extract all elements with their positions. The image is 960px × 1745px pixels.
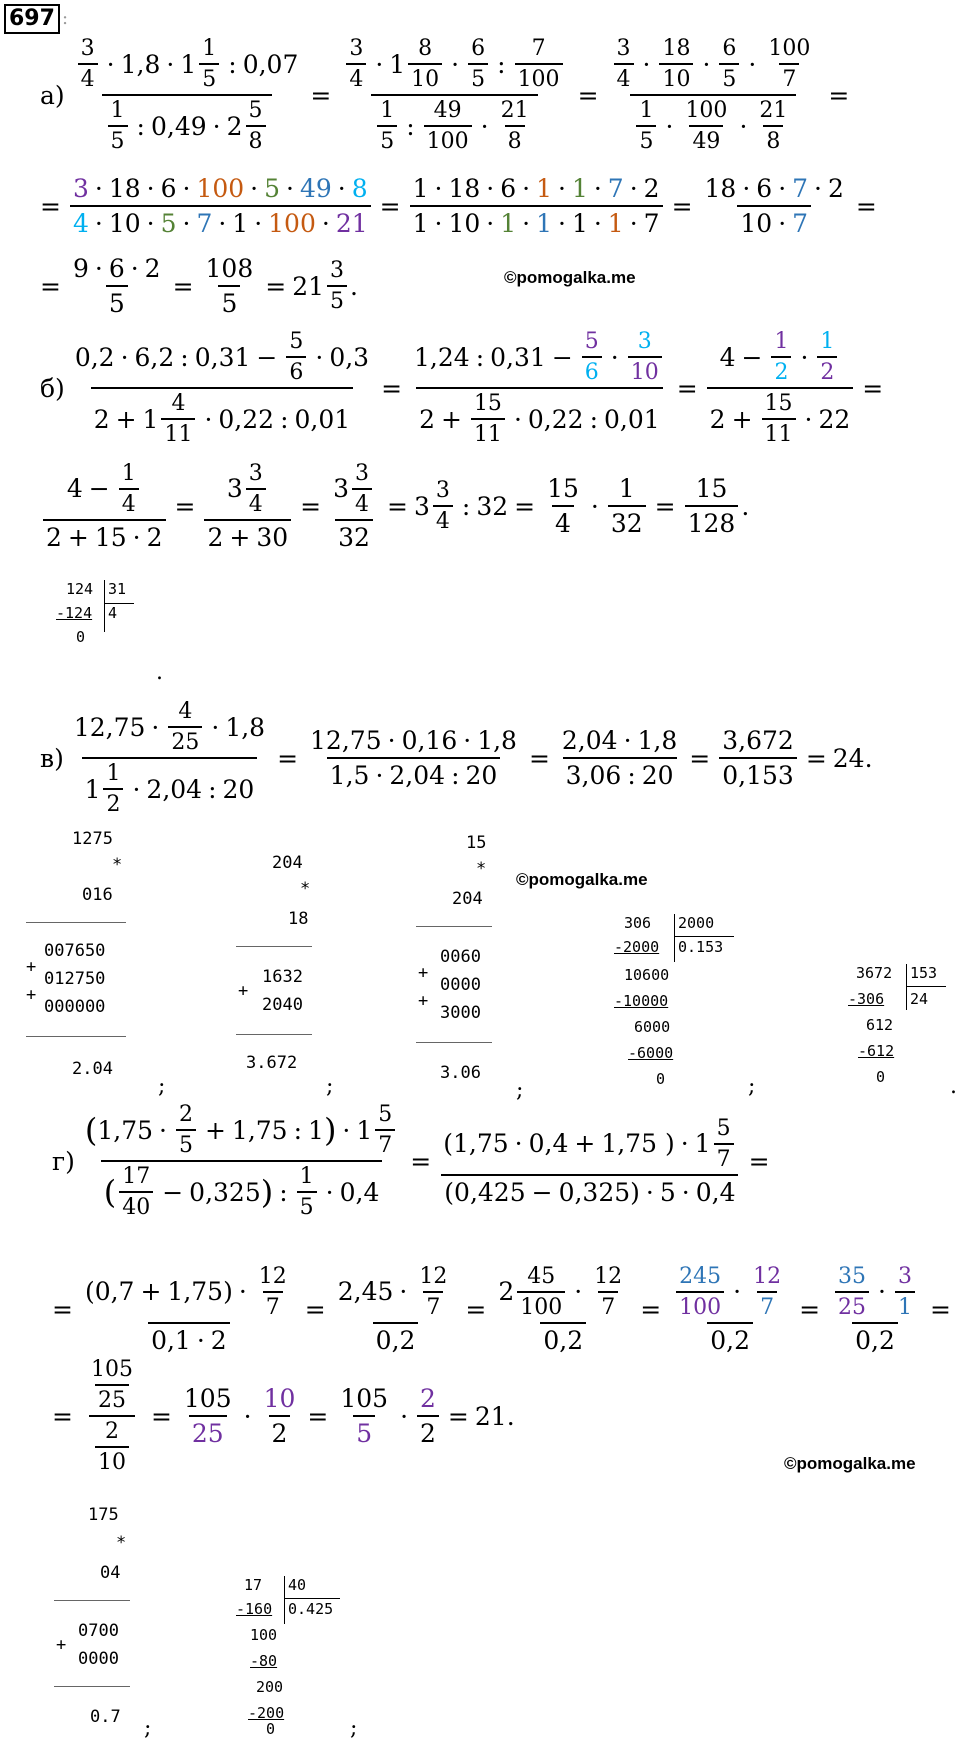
answer-b-num: 15 — [695, 474, 728, 503]
part-g-line3: = $\frac{\frac{105}{25}}{\frac{2}{10}}$ = $\frac{105}{25}$ · $\frac{10}{2}$ = $\frac{105}{5}$ · $\frac{2}{2}$ = 21 . — [52, 1357, 515, 1475]
mul4-b: 04 — [100, 1563, 121, 1583]
div2-dividend: 306 — [624, 914, 652, 932]
mul4-a: 175 — [88, 1505, 119, 1525]
mul3-r3: 3000 — [440, 1003, 481, 1023]
div3-rem: 0 — [876, 1068, 886, 1086]
part-a-line1: а) $\frac{3}{4}$ · 1,8 · 1 $\frac{1}{5}$ : 0,07 $\frac{1}{5}$ : 0,49 · 2 $\frac{5}{8}$ = $\frac{3}{4}$ · 1 $\frac{8}{10}$ · $\frac{6}{5}$ : $\frac{7}{100}$ $\frac{1}{5}$ : $\frac{49}{100}$ · $\frac{21}{8}$ = $\frac{3}{4}$ · $\frac{18}{10}$ · $\frac{6}{5}$ · $\frac{100}{7}$ $\frac{1}{5}$ · $\frac{100}{49}$ · $\frac{21}{8}$ = — [40, 36, 850, 154]
mul4-op: * — [116, 1533, 127, 1553]
mul1-b: 016 — [82, 885, 113, 905]
answer-a: 21 — [292, 271, 325, 301]
div4-sub1: -160 — [236, 1600, 273, 1618]
label-g: г) — [52, 1146, 75, 1176]
mul2-op: * — [300, 879, 311, 899]
dots: : — [62, 8, 69, 29]
div3-sub1: -306 — [848, 990, 885, 1008]
label-a: а) — [40, 80, 65, 110]
mul3-b: 204 — [452, 889, 483, 909]
answer-v: 24 — [832, 743, 865, 773]
div4-r1: 100 — [250, 1626, 278, 1644]
mul1-r3: 000000 — [44, 997, 106, 1017]
div1-divisor: 31 — [108, 580, 127, 598]
part-g-line1: г) ( 1,75 · $\frac{2}{5}$ + 1,75 : 1 ) · 1 $\frac{5}{7}$ ( $\frac{17}{40}$ − 0,325 ) : $\frac{1}{5}$ · 0,4 = (1,75 · 0,4 + 1,75 ) · 1 $\frac{5}{7}$ (0,425 − 0,325) · 5 · 0,4 = — [52, 1102, 770, 1220]
mul2-res: 3.672 — [246, 1053, 298, 1073]
mul3-r1: 0060 — [440, 947, 481, 967]
div3-quot: 24 — [910, 990, 929, 1008]
div3-sub2: -612 — [858, 1042, 895, 1060]
div2-rem: 0 — [656, 1070, 666, 1088]
div3-dividend: 3672 — [856, 964, 893, 982]
label-v: в) — [40, 743, 64, 773]
part-a-line3: = 9 · 6 · 2 5 = $\frac{108}{5}$ = 21 $\frac{3}{5}$ . — [40, 254, 358, 318]
div2-sub1: -2000 — [614, 938, 660, 956]
div1-sub: -124 — [56, 604, 93, 622]
mul1-r2: 012750 — [44, 969, 106, 989]
part-b-line2: 4 − $\frac{1}{4}$ 2 + 15 · 2 = 3 $\frac{3}{4}$ 2 + 30 = 3 $\frac{3}{4}$ 32 = 3 $\frac{3}{4}$ : 32 = $\frac{15}{4}$ · $\frac{1}{32}$ = $\frac{15}{128}$ . — [40, 458, 749, 554]
div4-sub2: -80 — [250, 1652, 278, 1670]
mul2-b: 18 — [288, 909, 309, 929]
mul2-a: 204 — [272, 853, 303, 873]
mul1-r1: 007650 — [44, 941, 106, 961]
mul2-r1: 1632 — [262, 967, 303, 987]
mul1-res: 2.04 — [72, 1059, 113, 1079]
dot-1: . — [156, 660, 163, 685]
div2-divisor: 2000 — [678, 914, 715, 932]
mul3-op: * — [476, 859, 487, 879]
div1-rem: 0 — [76, 628, 86, 646]
label-b: б) — [40, 373, 65, 403]
mul3-a: 15 — [466, 833, 487, 853]
div3-r1: 612 — [866, 1016, 894, 1034]
div1-quot: 4 — [108, 604, 118, 622]
div4-quot: 0.425 — [288, 1600, 334, 1618]
div4-rem: 0 — [266, 1720, 276, 1738]
div3-divisor: 153 — [910, 964, 938, 982]
part-a-line2: = 3 · 18 · 6 · 100 · 5 · 49 · 8 4 · 10 · 5 · 7 · 1 · 100 · 21 = 1 · 18 · 6 · 1 · 1 · 7 · 2 1 · 10 · 1 · 1 · 1 · 1 · 7 = 18 · 6 · 7 · 2 10 · 7 = — [40, 174, 877, 238]
div4-sub3: -200 — [248, 1704, 285, 1722]
div2-sub3: -6000 — [628, 1044, 674, 1062]
answer-g: 21 — [474, 1401, 507, 1431]
answer-b-den: 128 — [685, 505, 739, 538]
part-b-line1: б) 0,2 · 6,2 : 0,31 − $\frac{5}{6}$ · 0,3 2 + 1 $\frac{4}{11}$ · 0,22 : 0,01 = 1,24 : 0,31 − $\frac{5}{6}$ · $\frac{3}{10}$ 2 + $\frac{15}{11}$ · 0,22 : 0,01 = 4 − $\frac{1}{2}$ · $\frac{1}{2}$ 2 + $\frac{15}{11}$ · 22 = — [40, 329, 884, 447]
watermark-1: ©pomogalka.me — [504, 268, 636, 287]
mul4-res: 0.7 — [90, 1707, 121, 1727]
mul4-r1: 0700 — [78, 1621, 119, 1641]
watermark-2: ©pomogalka.me — [516, 870, 648, 889]
div4-dividend: 17 — [244, 1576, 263, 1594]
mul3-r2: 0000 — [440, 975, 481, 995]
div2-r1: 10600 — [624, 966, 670, 984]
div4-divisor: 40 — [288, 1576, 307, 1594]
part-g-line2: = (0,7 + 1,75) · $\frac{12}{7}$ 0,1 · 2 = 2,45 · $\frac{12}{7}$ 0,2 = 2 $\frac{45}{100}$ · $\frac{12}{7}$ 0,2 = $\frac{245}{100}$ · $\frac{12}{7}$ 0,2 = $\frac{35}{25}$ · $\frac{3}{1}$ 0,2 = — [52, 1263, 951, 1355]
div1-dividend: 124 — [66, 580, 94, 598]
watermark-3: ©pomogalka.me — [784, 1454, 916, 1473]
mul2-r2: 2040 — [262, 995, 303, 1015]
mul3-res: 3.06 — [440, 1063, 481, 1083]
mul1-op: * — [112, 855, 123, 875]
mul1-a: 1275 — [72, 829, 113, 849]
mul4-r2: 0000 — [78, 1649, 119, 1669]
part-v-line: в) 12,75 · $\frac{4}{25}$ · 1,8 1 $\frac{1}{2}$ · 2,04 : 20 = 12,75 · 0,16 · 1,8 1,5 · 2,04 : 20 = 2,04 · 1,8 3,06 : 20 = $\frac{3,672}{0,153}$ = 24 . — [40, 699, 873, 817]
div2-r2: 6000 — [634, 1018, 671, 1036]
div2-quot: 0.153 — [678, 938, 724, 956]
problem-number: 697 — [4, 4, 60, 34]
div4-r2: 200 — [256, 1678, 284, 1696]
div2-sub2: -10000 — [614, 992, 669, 1010]
